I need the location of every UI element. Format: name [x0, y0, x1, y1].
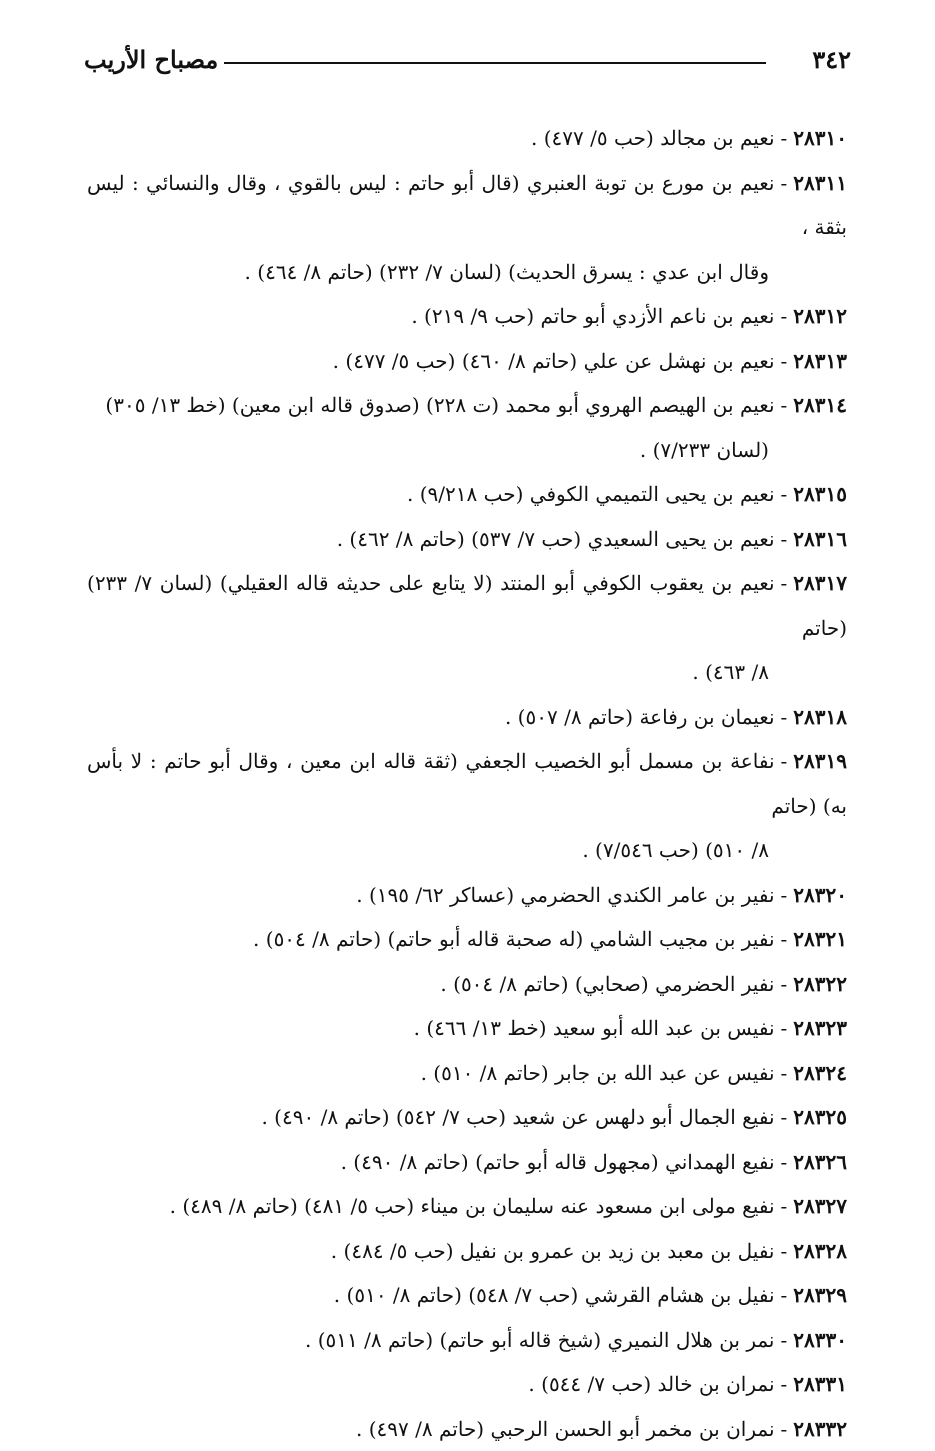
list-item: ٢٨٣٢١-نفير بن مجيب الشامي (له صحبة قاله أبو حاتم) (حاتم ٨/ ٥٠٤) .: [87, 917, 847, 962]
page-header: [84, 44, 851, 80]
entry-number: ٢٨٣٢٢: [793, 972, 847, 996]
entry-text: نفيس بن عبد الله أبو سعيد (خط ١٣/ ٤٦٦) .: [414, 1016, 775, 1040]
entry-text: نفير بن مجيب الشامي (له صحبة قاله أبو حاتم) (حاتم ٨/ ٥٠٤) .: [253, 927, 774, 951]
entry-text: نعيمان بن رفاعة (حاتم ٨/ ٥٠٧) .: [505, 705, 775, 729]
entry-number: ٢٨٣١٣: [793, 349, 847, 373]
entry-continuation: وقال ابن عدي : يسرق الحديث) (لسان ٧/ ٢٣٢) (حاتم ٨/ ٤٦٤) .: [87, 250, 847, 295]
entry-text: نعيم بن يحيى التميمي الكوفي (حب ٩/٢١٨) .: [407, 482, 775, 506]
entry-text: نفاعة بن مسمل أبو الخصيب الجعفي (ثقة قاله ابن معين ، وقال أبو حاتم : لا بأس به) (حاتم: [87, 749, 847, 818]
entry-number: ٢٨٣١٦: [793, 527, 847, 551]
list-item: ٢٨٣٢٨-نفيل بن معبد بن زيد بن عمرو بن نفيل (حب ٥/ ٤٨٤) .: [87, 1229, 847, 1274]
list-item: ٢٨٣٢٩-نفيل بن هشام القرشي (حب ٧/ ٥٤٨) (حاتم ٨/ ٥١٠) .: [87, 1273, 847, 1318]
entry-number: ٢٨٣١٧: [793, 571, 847, 595]
list-item: ٢٨٣١١-نعيم بن مورع بن توبة العنبري (قال أبو حاتم : ليس بالقوي ، وقال والنسائي : ليس بثقة ، وقال ابن عدي : يسرق الحديث) (لسان ٧/ ٢٣٢) (حاتم ٨/ ٤٦٤) .: [87, 161, 847, 295]
list-item: ٢٨٣٢٤-نفيس عن عبد الله بن جابر (حاتم ٨/ ٥١٠) .: [87, 1051, 847, 1096]
list-item: ٢٨٣١٨-نعيمان بن رفاعة (حاتم ٨/ ٥٠٧) .: [87, 695, 847, 740]
list-item: ٢٨٣١٧-نعيم بن يعقوب الكوفي أبو المنتد (لا يتابع على حديثه قاله العقيلي) (لسان ٧/ ٢٣٣) (حاتم ٨/ ٤٦٣) .: [87, 561, 847, 695]
entry-number: ٢٨٣١٠: [793, 126, 847, 150]
entry-text: نعيم بن يعقوب الكوفي أبو المنتد (لا يتابع على حديثه قاله العقيلي) (لسان ٧/ ٢٣٣) (حاتم: [87, 571, 847, 640]
entry-text: نفير الحضرمي (صحابي) (حاتم ٨/ ٥٠٤) .: [440, 972, 774, 996]
entry-continuation: (لسان ٧/٢٣٣) .: [87, 428, 847, 473]
entry-text: نفيع مولى ابن مسعود عنه سليمان بن ميناء (حب ٥/ ٤٨١) (حاتم ٨/ ٤٨٩) .: [170, 1194, 775, 1218]
entry-text: نعيم بن مورع بن توبة العنبري (قال أبو حاتم : ليس بالقوي ، وقال والنسائي : ليس بثقة ،: [87, 171, 847, 240]
list-item: ٢٨٣١٥-نعيم بن يحيى التميمي الكوفي (حب ٩/٢١٨) .: [87, 472, 847, 517]
entry-continuation: ٨/ ٤٦٣) .: [87, 650, 847, 695]
entry-text: نمران بن مخمر أبو الحسن الرحبي (حاتم ٨/ ٤٩٧) .: [356, 1417, 775, 1441]
list-item: ٢٨٣٢٠-نفير بن عامر الكندي الحضرمي (عساكر ٦٢/ ١٩٥) .: [87, 873, 847, 918]
entry-text: نعيم بن نهشل عن علي (حاتم ٨/ ٤٦٠) (حب ٥/ ٤٧٧) .: [333, 349, 775, 373]
header-rule: [224, 62, 766, 64]
book-title: مصباح الأريب: [84, 44, 218, 76]
entry-text: نفير بن عامر الكندي الحضرمي (عساكر ٦٢/ ١٩٥) .: [356, 883, 774, 907]
entry-continuation: ٨/ ٥١٠) (حب ٧/٥٤٦) .: [87, 828, 847, 873]
entry-number: ٢٨٣٢٠: [793, 883, 847, 907]
entry-text: نعيم بن مجالد (حب ٥/ ٤٧٧) .: [531, 126, 775, 150]
list-item: ٢٨٣١٦-نعيم بن يحيى السعيدي (حب ٧/ ٥٣٧) (حاتم ٨/ ٤٦٢) .: [87, 517, 847, 562]
entry-number: ٢٨٣٣٢: [793, 1417, 847, 1441]
entry-number: ٢٨٣٢١: [793, 927, 847, 951]
list-item: ٢٨٣٣٠-نمر بن هلال النميري (شيخ قاله أبو حاتم) (حاتم ٨/ ٥١١) .: [87, 1318, 847, 1363]
entry-text: نمر بن هلال النميري (شيخ قاله أبو حاتم) (حاتم ٨/ ٥١١) .: [305, 1328, 775, 1352]
list-item: ٢٨٣٢٣-نفيس بن عبد الله أبو سعيد (خط ١٣/ ٤٦٦) .: [87, 1006, 847, 1051]
entry-number: ٢٨٣٢٦: [793, 1150, 847, 1174]
entry-text: نفيل بن معبد بن زيد بن عمرو بن نفيل (حب ٥/ ٤٨٤) .: [331, 1239, 775, 1263]
entry-text: نفيع الجمال أبو دلهس عن شعيد (حب ٧/ ٥٤٢) (حاتم ٨/ ٤٩٠) .: [261, 1105, 774, 1129]
entry-text: نعيم بن الهيصم الهروي أبو محمد (ت ٢٢٨) (صدوق قاله ابن معين) (خط ١٣/ ٣٠٥): [105, 393, 774, 417]
entry-number: ٢٨٣٢٥: [793, 1105, 847, 1129]
entry-text: نفيس عن عبد الله بن جابر (حاتم ٨/ ٥١٠) .: [421, 1061, 775, 1085]
entries-list: [87, 116, 847, 1451]
entry-number: ٢٨٣٢٧: [793, 1194, 847, 1218]
entry-number: ٢٨٣٢٣: [793, 1016, 847, 1040]
entry-number: ٢٨٣٢٩: [793, 1283, 847, 1307]
entry-number: ٢٨٣١٤: [793, 393, 847, 417]
page-number: ٣٤٢: [812, 44, 851, 76]
entry-number: ٢٨٣١٩: [793, 749, 847, 773]
entry-number: ٢٨٣٣١: [793, 1372, 847, 1396]
entry-text: نفيع الهمداني (مجهول قاله أبو حاتم) (حاتم ٨/ ٤٩٠) .: [341, 1150, 775, 1174]
entry-text: نعيم بن يحيى السعيدي (حب ٧/ ٥٣٧) (حاتم ٨/ ٤٦٢) .: [337, 527, 775, 551]
list-item: ٢٨٣٢٦-نفيع الهمداني (مجهول قاله أبو حاتم) (حاتم ٨/ ٤٩٠) .: [87, 1140, 847, 1185]
entry-number: ٢٨٣٣٠: [793, 1328, 847, 1352]
list-item: ٢٨٣١٤-نعيم بن الهيصم الهروي أبو محمد (ت ٢٢٨) (صدوق قاله ابن معين) (خط ١٣/ ٣٠٥) (لسان ٧/٢٣٣) .: [87, 383, 847, 472]
entry-number: ٢٨٣١١: [793, 171, 847, 195]
list-item: ٢٨٣٢٧-نفيع مولى ابن مسعود عنه سليمان بن ميناء (حب ٥/ ٤٨١) (حاتم ٨/ ٤٨٩) .: [87, 1184, 847, 1229]
list-item: ٢٨٣٣١-نمران بن خالد (حب ٧/ ٥٤٤) .: [87, 1362, 847, 1407]
entry-text: نمران بن خالد (حب ٧/ ٥٤٤) .: [528, 1372, 774, 1396]
entry-text: نفيل بن هشام القرشي (حب ٧/ ٥٤٨) (حاتم ٨/ ٥١٠) .: [334, 1283, 775, 1307]
list-item: ٢٨٣١٠-نعيم بن مجالد (حب ٥/ ٤٧٧) .: [87, 116, 847, 161]
list-item: ٢٨٣١٢-نعيم بن ناعم الأزدي أبو حاتم (حب ٩/ ٢١٩) .: [87, 294, 847, 339]
entry-number: ٢٨٣١٢: [793, 304, 847, 328]
entry-number: ٢٨٣٢٤: [793, 1061, 847, 1085]
entry-number: ٢٨٣١٥: [793, 482, 847, 506]
list-item: ٢٨٣١٩-نفاعة بن مسمل أبو الخصيب الجعفي (ثقة قاله ابن معين ، وقال أبو حاتم : لا بأس به) (حاتم ٨/ ٥١٠) (حب ٧/٥٤٦) .: [87, 739, 847, 873]
entry-text: نعيم بن ناعم الأزدي أبو حاتم (حب ٩/ ٢١٩) .: [411, 304, 774, 328]
list-item: ٢٨٣٣٢-نمران بن مخمر أبو الحسن الرحبي (حاتم ٨/ ٤٩٧) .: [87, 1407, 847, 1451]
list-item: ٢٨٣٢٢-نفير الحضرمي (صحابي) (حاتم ٨/ ٥٠٤) .: [87, 962, 847, 1007]
list-item: ٢٨٣١٣-نعيم بن نهشل عن علي (حاتم ٨/ ٤٦٠) (حب ٥/ ٤٧٧) .: [87, 339, 847, 384]
entry-number: ٢٨٣١٨: [793, 705, 847, 729]
entry-number: ٢٨٣٢٨: [793, 1239, 847, 1263]
list-item: ٢٨٣٢٥-نفيع الجمال أبو دلهس عن شعيد (حب ٧/ ٥٤٢) (حاتم ٨/ ٤٩٠) .: [87, 1095, 847, 1140]
